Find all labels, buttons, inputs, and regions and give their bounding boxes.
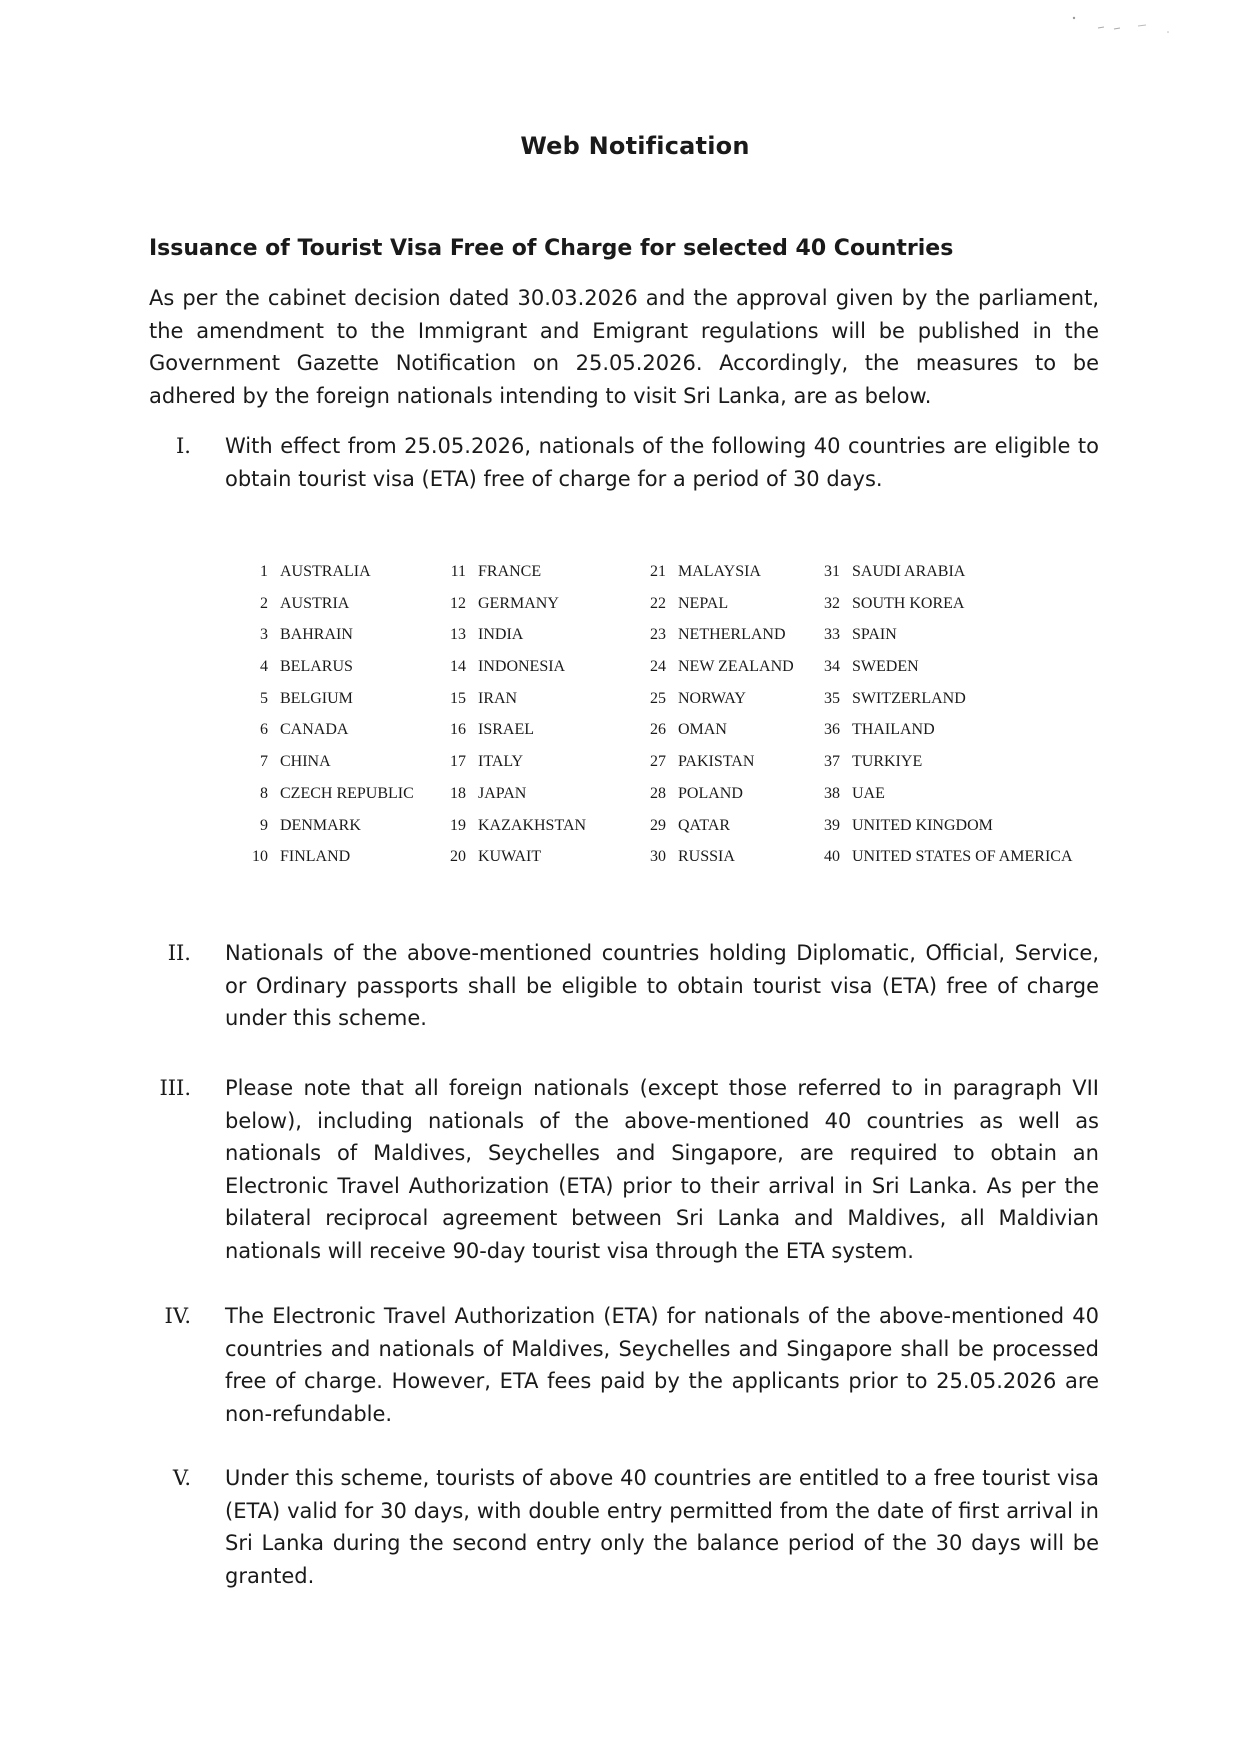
country-item <box>444 651 586 683</box>
country-name: JAPAN <box>478 784 527 802</box>
country-number: 6 <box>260 721 268 739</box>
country-item <box>644 714 794 746</box>
paragraph-text: With effect from 25.05.2026, nationals of the following 40 countries are eligible to obtain tourist visa (ETA) free of charge for a period of 30 days. <box>225 434 1099 491</box>
country-number: 18 <box>450 784 466 802</box>
country-name: BAHRAIN <box>280 626 353 644</box>
country-item <box>444 683 586 715</box>
country-number: 37 <box>824 753 840 771</box>
country-name: INDONESIA <box>478 658 566 676</box>
country-number: 9 <box>260 816 268 834</box>
country-number: 11 <box>450 563 466 580</box>
country-name: UNITED KINGDOM <box>852 816 993 834</box>
country-number: 15 <box>450 689 466 707</box>
country-item <box>246 841 414 873</box>
paragraph-number: IV. <box>164 1304 191 1328</box>
country-number: 26 <box>650 721 666 739</box>
country-number: 35 <box>824 689 840 707</box>
country-name: OMAN <box>678 721 727 739</box>
country-name: NORWAY <box>678 689 746 707</box>
country-item <box>644 810 794 842</box>
country-number: 30 <box>650 848 666 866</box>
paragraph-text: Please note that all foreign nationals (except those referred to in paragraph VII below), including nationals of the above-mentioned 40 countries as well as nationals of Maldives, Seychelles and Singapore, are required to obtain an Electronic Travel Authorization (ETA) prior to their arrival in Sri Lanka. As per the bilateral reciprocal agreement between Sri Lanka and Maldives, all Maldivian nationals will receive 90-day tourist visa through the ETA system. <box>225 1076 1099 1263</box>
country-item <box>644 778 794 810</box>
country-item <box>444 714 586 746</box>
country-number: 23 <box>650 626 666 644</box>
country-item <box>644 746 794 778</box>
country-item <box>644 683 794 715</box>
country-name: TURKIYE <box>852 753 923 771</box>
country-item <box>818 810 1073 842</box>
country-name: KAZAKHSTAN <box>478 816 587 834</box>
country-item <box>818 714 1073 746</box>
country-item <box>818 778 1073 810</box>
country-number: 32 <box>824 594 840 612</box>
country-item <box>818 588 1073 620</box>
country-name: CZECH REPUBLIC <box>280 784 414 802</box>
country-column-3 <box>644 556 794 873</box>
paragraph-text: Nationals of the above-mentioned countries holding Diplomatic, Official, Service, or Ordinary passports shall be eligible to obtain tourist visa (ETA) free of charge under this scheme. <box>225 941 1099 1030</box>
country-number: 16 <box>450 721 466 739</box>
country-number: 31 <box>824 563 840 580</box>
country-number: 1 <box>260 563 268 580</box>
country-number: 4 <box>260 658 268 676</box>
country-name: BELGIUM <box>280 689 353 707</box>
country-name: SWITZERLAND <box>852 689 966 707</box>
country-number: 38 <box>824 784 840 802</box>
intro-paragraph: As per the cabinet decision dated 30.03.2026 and the approval given by the parliament, the amendment to the Immigrant and Emigrant regulations will be published in the Government Gazette Notification on 25.05.2026. Accordingly, the measures to be adhered by the foreign nationals intending to visit Sri Lanka, are as below. <box>149 286 1099 408</box>
country-name: DENMARK <box>280 816 361 834</box>
country-name: CHINA <box>280 753 331 771</box>
section-heading: Issuance of Tourist Visa Free of Charge for selected 40 Countries <box>149 236 954 261</box>
paragraph-number: II. <box>167 941 191 965</box>
country-name: BELARUS <box>280 658 353 676</box>
country-number: 2 <box>260 594 268 612</box>
country-number: 29 <box>650 816 666 834</box>
country-item <box>644 619 794 651</box>
country-column-2 <box>444 556 586 873</box>
country-name: POLAND <box>678 784 743 802</box>
scan-marks <box>1068 14 1188 34</box>
country-name: GERMANY <box>478 594 559 612</box>
country-number: 24 <box>650 658 666 676</box>
country-number: 12 <box>450 594 466 612</box>
country-item <box>818 619 1073 651</box>
country-list <box>246 556 1106 876</box>
country-name: UNITED STATES OF AMERICA <box>852 848 1073 866</box>
paragraph-number: III. <box>159 1076 191 1100</box>
country-number: 25 <box>650 689 666 707</box>
country-name: PAKISTAN <box>678 753 755 771</box>
country-name: AUSTRALIA <box>280 563 371 580</box>
country-name: SAUDI ARABIA <box>852 563 966 580</box>
country-item <box>444 841 586 873</box>
country-number: 14 <box>450 658 466 676</box>
country-number: 5 <box>260 689 268 707</box>
country-name: SOUTH KOREA <box>852 594 965 612</box>
country-number: 8 <box>260 784 268 802</box>
country-number: 17 <box>450 753 466 771</box>
country-name: MALAYSIA <box>678 563 761 580</box>
country-name: AUSTRIA <box>280 594 350 612</box>
country-item <box>818 556 1073 588</box>
country-item <box>644 841 794 873</box>
country-name: QATAR <box>678 816 731 834</box>
country-number: 36 <box>824 721 840 739</box>
country-number: 13 <box>450 626 466 644</box>
country-name: KUWAIT <box>478 848 542 866</box>
country-item <box>246 556 414 588</box>
country-item <box>246 714 414 746</box>
country-name: FINLAND <box>280 848 351 866</box>
country-item <box>444 588 586 620</box>
country-name: RUSSIA <box>678 848 735 866</box>
country-item <box>444 556 586 588</box>
country-number: 19 <box>450 816 466 834</box>
country-name: SPAIN <box>852 626 897 644</box>
country-number: 33 <box>824 626 840 644</box>
country-number: 27 <box>650 753 666 771</box>
country-number: 34 <box>824 658 840 676</box>
country-number: 3 <box>260 626 268 644</box>
country-number: 7 <box>260 753 268 771</box>
country-item <box>644 651 794 683</box>
country-name: ISRAEL <box>478 721 534 739</box>
country-item <box>444 746 586 778</box>
country-number: 21 <box>650 563 666 580</box>
country-item <box>818 683 1073 715</box>
country-name: UAE <box>852 784 885 802</box>
country-number: 10 <box>252 848 268 866</box>
country-number: 20 <box>450 848 466 866</box>
paragraph-text: Under this scheme, tourists of above 40 countries are entitled to a free tourist visa (ETA) valid for 30 days, with double entry permitted from the date of first arrival in Sri Lanka during the second entry only the balance period of the 30 days will be granted. <box>225 1466 1099 1588</box>
country-name: FRANCE <box>478 563 542 580</box>
country-item <box>644 588 794 620</box>
paragraph-number: V. <box>172 1466 191 1490</box>
country-item <box>818 651 1073 683</box>
country-name: CANADA <box>280 721 349 739</box>
country-item <box>246 810 414 842</box>
country-name: IRAN <box>478 689 518 707</box>
country-item <box>246 683 414 715</box>
country-item <box>246 588 414 620</box>
country-name: SWEDEN <box>852 658 919 676</box>
paragraph-number: I. <box>176 434 191 458</box>
country-number: 22 <box>650 594 666 612</box>
country-item <box>246 619 414 651</box>
country-column-1 <box>246 556 414 873</box>
country-item <box>246 778 414 810</box>
country-item <box>246 651 414 683</box>
paragraph-text: The Electronic Travel Authorization (ETA) for nationals of the above-mentioned 40 countries and nationals of Maldives, Seychelles and Singapore shall be processed free of charge. However, ETA fees paid by the applicants prior to 25.05.2026 are non-refundable. <box>225 1304 1099 1426</box>
country-item <box>818 746 1073 778</box>
country-name: THAILAND <box>852 721 935 739</box>
country-item <box>444 619 586 651</box>
country-item <box>444 810 586 842</box>
country-name: NEW ZEALAND <box>678 658 794 676</box>
country-number: 40 <box>824 848 840 866</box>
country-name: NETHERLAND <box>678 626 786 644</box>
country-name: ITALY <box>478 753 524 771</box>
page-title: Web Notification <box>520 132 750 160</box>
country-number: 28 <box>650 784 666 802</box>
country-column-4 <box>818 556 1073 873</box>
country-name: INDIA <box>478 626 524 644</box>
country-name: NEPAL <box>678 594 729 612</box>
country-item <box>246 746 414 778</box>
country-item <box>644 556 794 588</box>
country-item <box>444 778 586 810</box>
country-number: 39 <box>824 816 840 834</box>
country-item <box>818 841 1073 873</box>
